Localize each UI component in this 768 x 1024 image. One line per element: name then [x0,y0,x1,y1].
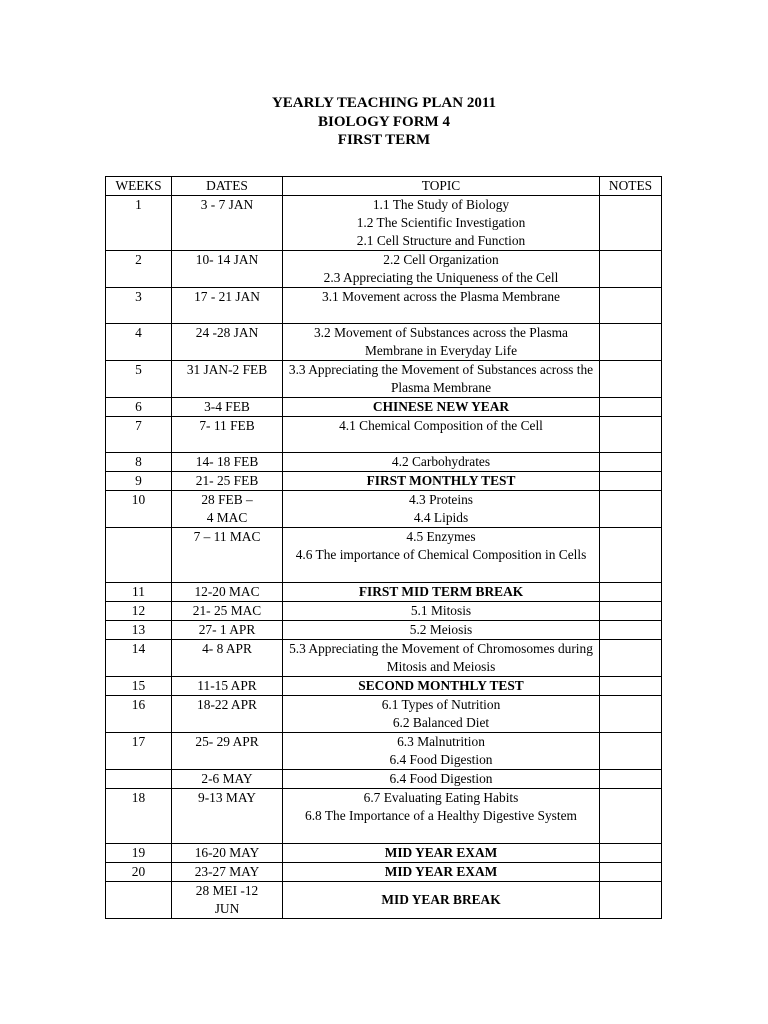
notes-cell [600,288,662,324]
date-cell [172,789,283,844]
topic-line: 4.1 Chemical Composition of the Cell [339,418,543,433]
topic-line: 4.3 Proteins [409,492,473,507]
topic-line: 3.2 Movement of Substances across the Plasma Membrane in Everyday Life [313,325,568,358]
topic-line: 6.4 Food Digestion [389,771,493,786]
date-line: 21- 25 FEB [195,473,259,488]
table-body [106,196,662,919]
topic-line: 2.3 Appreciating the Uniqueness of the Cell [323,270,559,285]
week-cell [106,882,172,919]
date-line: 4 MAC [206,510,248,525]
date-line: 31 JAN-2 FEB [186,362,268,377]
title-line-2: BIOLOGY FORM 4 [318,113,450,130]
topic-cell [283,288,600,324]
topic-line: 6.2 Balanced Diet [392,715,490,730]
topic-line: MID YEAR EXAM [384,864,498,879]
topic-cell [283,472,600,491]
week-cell: 3 [106,288,172,324]
topic-line: 4.6 The importance of Chemical Composition in Cells [295,547,587,562]
table-row [106,251,662,288]
date-line: 17 - 21 JAN [194,289,260,304]
notes-cell [600,621,662,640]
table-row [106,324,662,361]
week-cell: 6 [106,398,172,417]
topic-cell [283,863,600,882]
date-line: 18-22 APR [197,697,257,712]
week-cell: 20 [106,863,172,882]
notes-cell [600,453,662,472]
notes-cell [600,733,662,770]
topic-line: 5.3 Appreciating the Movement of Chromosomes during Mitosis and Meiosis [289,641,593,674]
topic-line: 2.1 Cell Structure and Function [356,233,526,248]
date-cell [172,528,283,583]
notes-cell [600,398,662,417]
table-row [106,863,662,882]
week-cell: 12 [106,602,172,621]
topic-cell [283,733,600,770]
topic-line: MID YEAR EXAM [384,845,498,860]
notes-cell [600,251,662,288]
table-row [106,696,662,733]
table-row [106,472,662,491]
notes-cell [600,528,662,583]
date-cell [172,844,283,863]
notes-cell [600,196,662,251]
topic-cell [283,417,600,453]
table-row [106,361,662,398]
date-cell [172,491,283,528]
notes-cell [600,324,662,361]
date-line: 4- 8 APR [202,641,252,656]
date-line: 14- 18 FEB [195,454,259,469]
topic-cell [283,696,600,733]
topic-line: 4.4 Lipids [413,510,469,525]
topic-cell [283,621,600,640]
topic-cell [283,770,600,789]
date-line: JUN [214,901,240,916]
date-cell [172,472,283,491]
week-cell: 4 [106,324,172,361]
notes-cell [600,472,662,491]
topic-line: 3.1 Movement across the Plasma Membrane [322,289,560,304]
table-row [106,417,662,453]
date-line: 23-27 MAY [194,864,260,879]
table-header-row [106,177,662,196]
topic-cell [283,844,600,863]
date-line: 11-15 APR [197,678,257,693]
date-cell [172,453,283,472]
topic-cell [283,398,600,417]
table-row [106,844,662,863]
date-cell [172,288,283,324]
topic-line: 6.7 Evaluating Eating Habits [363,790,519,805]
date-cell [172,398,283,417]
week-cell: 14 [106,640,172,677]
table-row [106,453,662,472]
title-line-3: FIRST TERM [337,132,431,148]
table-row [106,640,662,677]
table-row [106,789,662,844]
table-row [106,398,662,417]
date-line: 25- 29 APR [195,734,259,749]
topic-line: 6.3 Malnutrition [397,734,485,749]
topic-line: MID YEAR BREAK [381,892,501,907]
notes-cell [600,583,662,602]
notes-cell [600,417,662,453]
week-cell: 9 [106,472,172,491]
week-cell [106,770,172,789]
table-row [106,528,662,583]
week-cell: 7 [106,417,172,453]
table-row [106,770,662,789]
date-cell [172,640,283,677]
week-cell: 1 [106,196,172,251]
notes-cell [600,677,662,696]
notes-cell [600,770,662,789]
topic-cell [283,453,600,472]
table-row [106,288,662,324]
topic-line: 4.5 Enzymes [406,529,476,544]
week-cell: 16 [106,696,172,733]
notes-cell [600,696,662,733]
topic-cell [283,789,600,844]
date-line: 3-4 FEB [204,399,250,414]
notes-cell [600,491,662,528]
table-row [106,882,662,919]
table-row [106,491,662,528]
date-line: 2-6 MAY [201,771,253,786]
date-line: 24 -28 JAN [195,325,259,340]
date-line: 27- 1 APR [198,622,256,637]
notes-cell [600,882,662,919]
topic-line: 6.8 The Importance of a Healthy Digestive System [305,808,577,823]
date-cell [172,677,283,696]
topic-cell [283,528,600,583]
week-cell: 13 [106,621,172,640]
topic-cell [283,361,600,398]
topic-line: FIRST MID TERM BREAK [358,584,524,599]
topic-line: 6.4 Food Digestion [389,752,493,767]
topic-line: 4.2 Carbohydrates [391,454,491,469]
header-weeks: WEEKS [106,177,172,196]
notes-cell [600,863,662,882]
date-cell [172,863,283,882]
topic-line: CHINESE NEW YEAR [372,399,510,414]
week-cell: 17 [106,733,172,770]
week-cell: 2 [106,251,172,288]
date-line: 21- 25 MAC [192,603,262,618]
date-cell [172,696,283,733]
topic-line: 6.1 Types of Nutrition [381,697,501,712]
week-cell: 11 [106,583,172,602]
topic-cell [283,882,600,919]
notes-cell [600,602,662,621]
week-cell: 18 [106,789,172,844]
topic-cell [283,251,600,288]
topic-line: 5.1 Mitosis [410,603,472,618]
week-cell: 10 [106,491,172,528]
table-row [106,733,662,770]
topic-cell [283,640,600,677]
table-row [106,583,662,602]
table-row [106,602,662,621]
date-line: 16-20 MAY [194,845,260,860]
header-topic: TOPIC [283,177,600,196]
topic-line: 5.2 Meiosis [409,622,473,637]
topic-line: SECOND MONTHLY TEST [358,678,524,693]
week-cell: 5 [106,361,172,398]
topic-cell [283,491,600,528]
date-cell [172,324,283,361]
date-line: 7 – 11 MAC [193,529,261,544]
date-line: 12-20 MAC [194,584,260,599]
header-notes: NOTES [600,177,662,196]
topic-cell [283,324,600,361]
week-cell: 19 [106,844,172,863]
date-line: 28 MEI -12 [195,883,259,898]
date-cell [172,733,283,770]
topic-cell [283,677,600,696]
notes-cell [600,844,662,863]
teaching-plan-table [105,176,662,919]
date-cell [172,770,283,789]
table-row [106,621,662,640]
date-line: 28 FEB – [201,492,253,507]
date-cell [172,602,283,621]
topic-cell [283,583,600,602]
notes-cell [600,640,662,677]
header-dates: DATES [172,177,283,196]
topic-line: 3.3 Appreciating the Movement of Substances across the Plasma Membrane [288,362,594,395]
topic-line: 1.1 The Study of Biology [372,197,510,212]
topic-line: FIRST MONTHLY TEST [366,473,516,488]
notes-cell [600,789,662,844]
week-cell: 15 [106,677,172,696]
date-cell [172,361,283,398]
date-line: 3 - 7 JAN [200,197,254,212]
date-cell [172,417,283,453]
topic-line: 2.2 Cell Organization [383,252,499,267]
date-line: 7- 11 FEB [199,418,255,433]
date-line: 10- 14 JAN [195,252,259,267]
table-row [106,196,662,251]
week-cell: 8 [106,453,172,472]
date-cell [172,621,283,640]
date-cell [172,583,283,602]
date-cell [172,251,283,288]
notes-cell [600,361,662,398]
week-cell [106,528,172,583]
title-line-1: YEARLY TEACHING PLAN 2011 [271,95,497,111]
date-line: 9-13 MAY [198,790,256,805]
date-cell [172,196,283,251]
table-row [106,677,662,696]
date-cell [172,882,283,919]
topic-line: 1.2 The Scientific Investigation [356,215,526,230]
topic-cell [283,602,600,621]
topic-cell [283,196,600,251]
document-title [0,94,768,150]
